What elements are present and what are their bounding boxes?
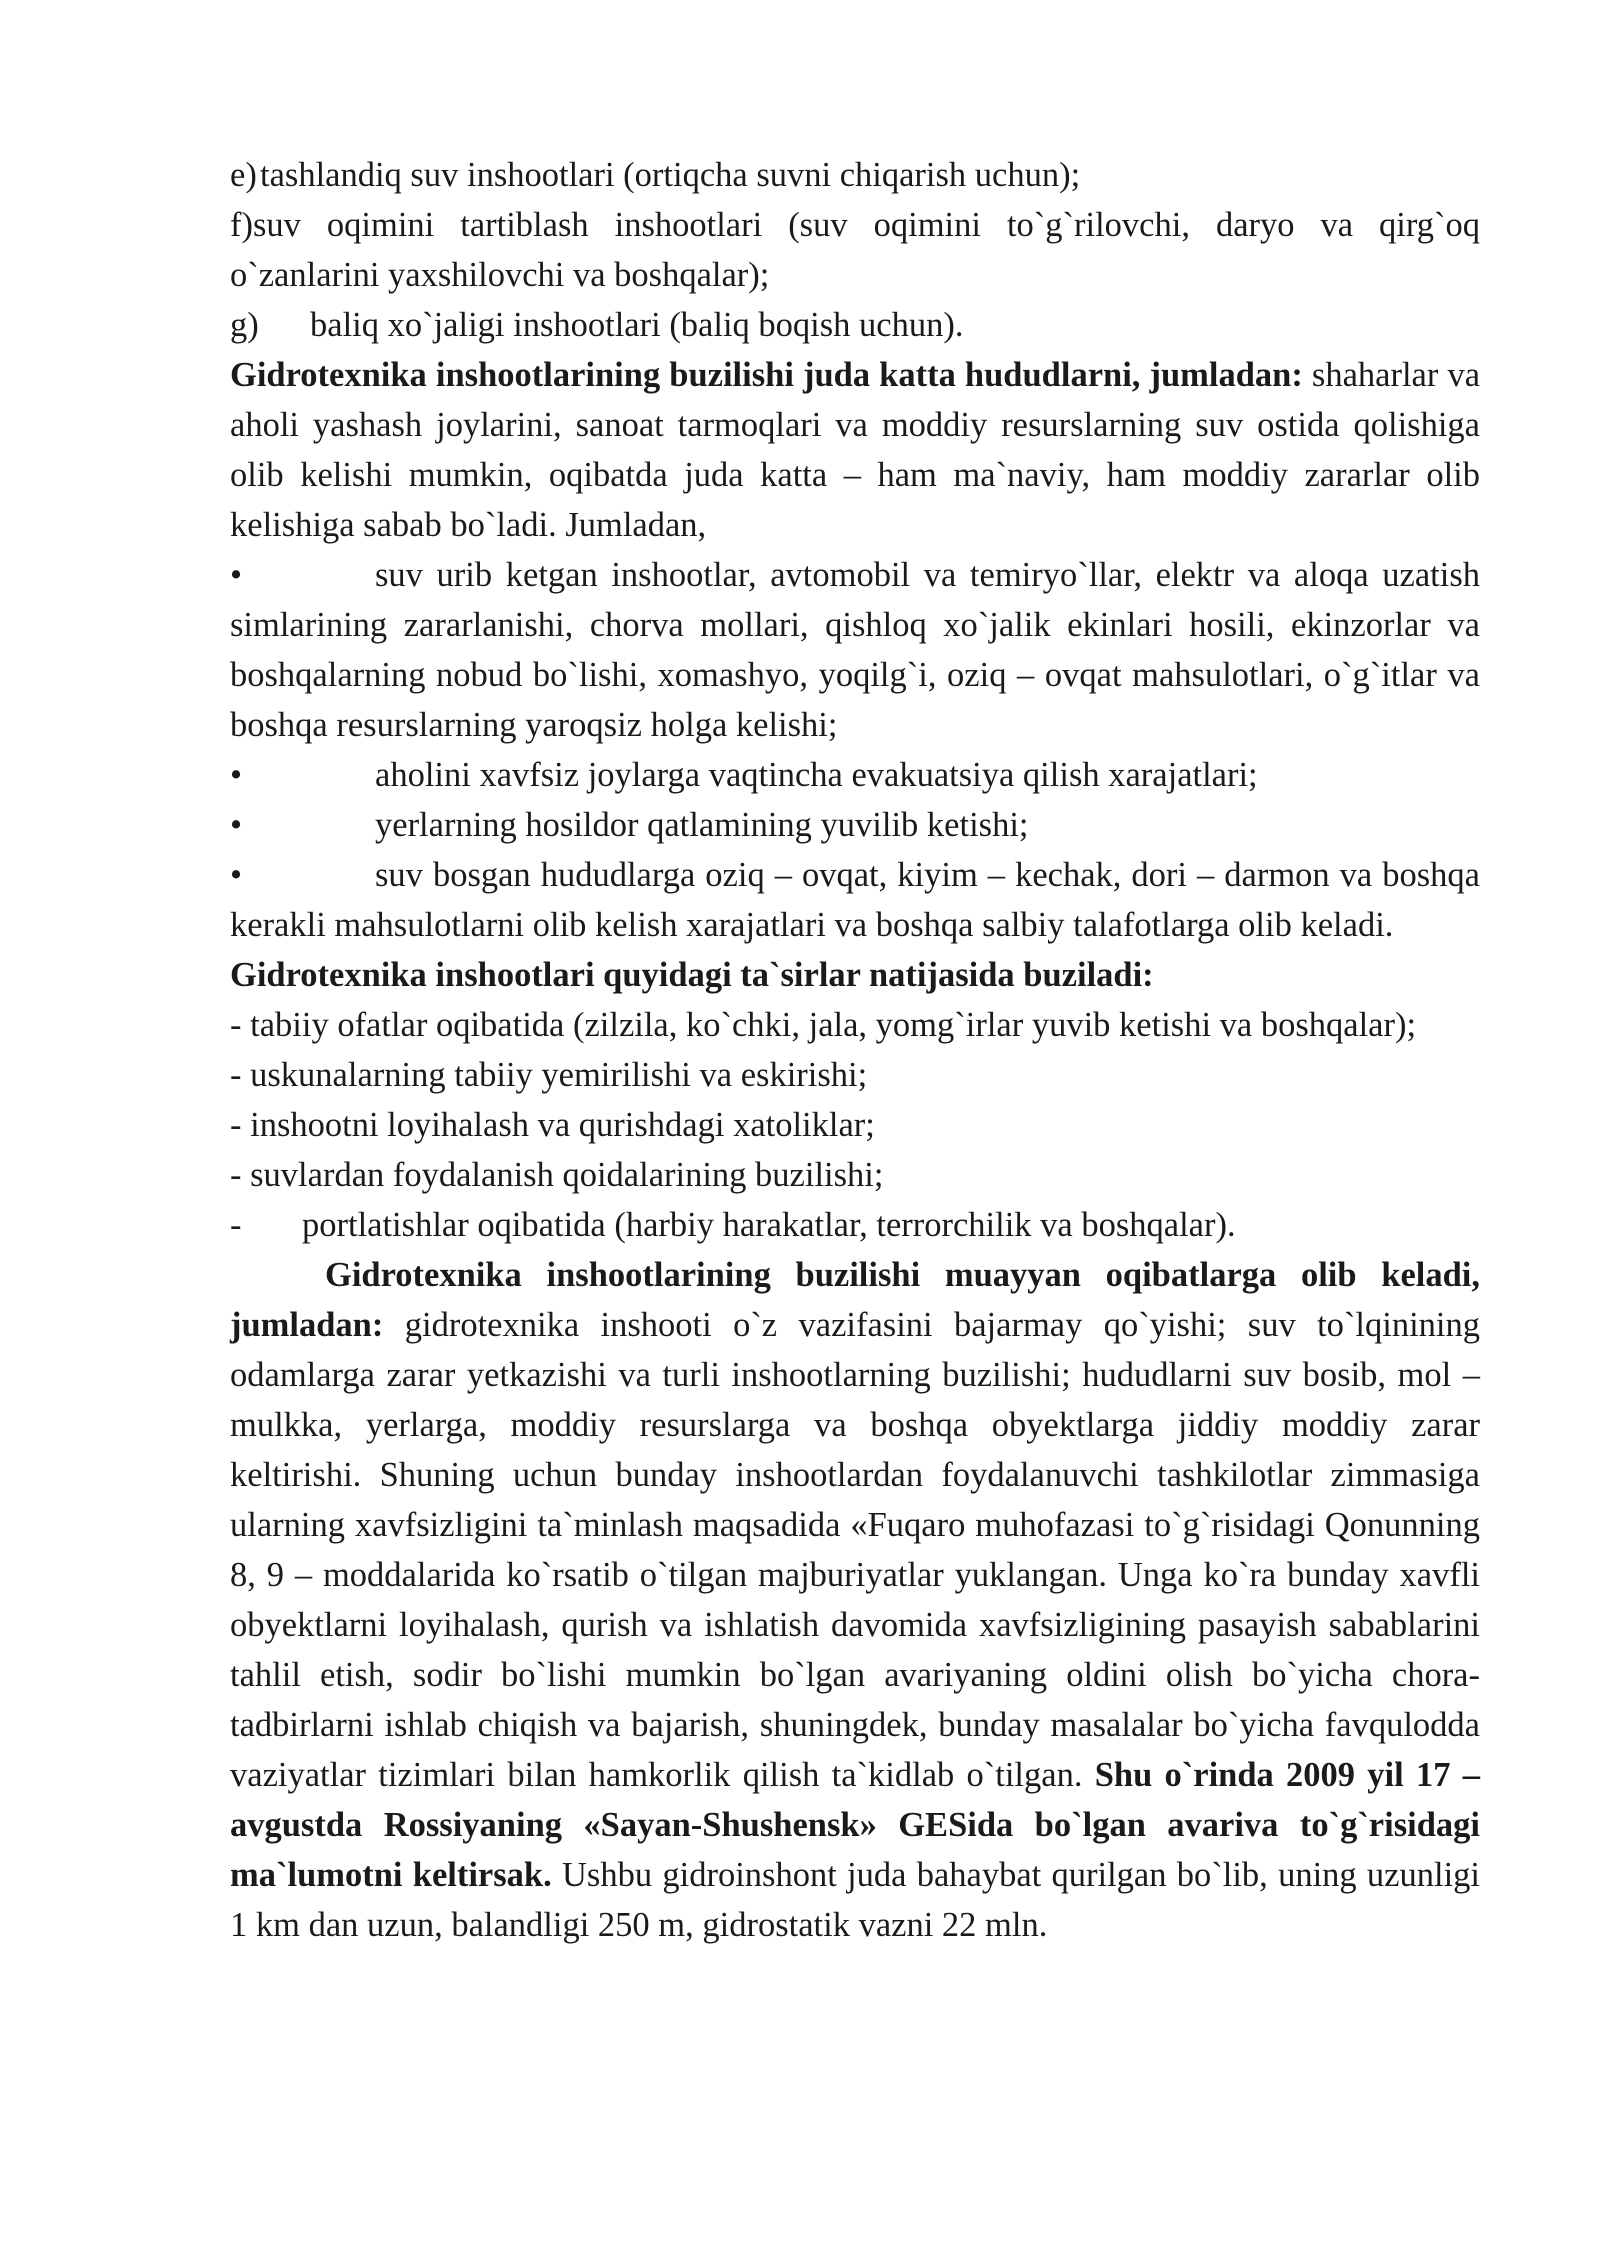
dash-text: uskunalarning tabiiy yemirilishi va eskirishi;	[250, 1056, 868, 1094]
bullet-text: aholini xavfsiz joylarga vaqtincha evakuatsiya qilish xarajatlari;	[375, 756, 1258, 794]
bullet-dot: •	[230, 806, 243, 844]
paragraph-consequences	[230, 350, 1480, 550]
list-item-e	[230, 150, 1480, 200]
dash-item	[230, 1050, 1480, 1100]
section-heading-causes: Gidrotexnika inshootlari quyidagi ta`sirlar natijasida buziladi:	[230, 956, 1154, 994]
list-text-f: suv oqimini tartiblash inshootlari (suv oqimini to`g`rilovchi, daryo va qirg`oq o`zanlarini yaxshilovchi va boshqalar);	[230, 206, 1480, 294]
dash-symbol: -	[230, 1206, 242, 1244]
list-text-g: baliq xo`jaligi inshootlari (baliq boqish uchun).	[310, 306, 964, 344]
paragraph-sayan-bold-accident: Shu o`rinda 2009 yil 17 – avgustda Rossiyaning «Sayan-Shushensk» GESida bo`lgan avariva to`g`risidagi ma`lumotni keltirsak.	[230, 1756, 1480, 1894]
bullet-item	[230, 800, 1480, 850]
paragraph-sayan-text: gidrotexnika inshooti o`z vazifasini bajarmay qo`yishi; suv to`lqinining odamlarga zarar yetkazishi va turli inshootlarning buzilishi; hududlarni suv bosib, mol – mulkka, yerlarga, moddiy resurslarga va boshqa obyektlarga jiddiy moddiy zarar keltirishi. Shuning uchun bunday inshootlardan foydalanuvchi tashkilotlar zimmasiga ularning xavfsizligini ta`minlash maqsadida «Fuqaro muhofazasi to`g`risidagi Qonunning 8, 9 – moddalarida ko`rsatib o`tilgan majburiyatlar yuklangan. Unga ko`ra bunday xavfli obyektlarni loyihalash, qurish va ishlatish davomida xavfsizligining pasayish sabablarini tahlil etish, sodir bo`lishi mumkin bo`lgan avariyaning oldini olish bo`yicha chora-tadbirlarni ishlab chiqish va bajarish, shuningdek, bunday masalalar bo`yicha favqulodda vaziyatlar tizimlari bilan hamkorlik qilish ta`kidlab o`tilgan.	[230, 1306, 1480, 1794]
bullet-text: suv bosgan hududlarga oziq – ovqat, kiyim – kechak, dori – darmon va boshqa kerakli mahsulotlarni olib kelish xarajatlari va boshqa salbiy talafotlarga olib keladi.	[230, 856, 1480, 944]
bullet-dot: •	[230, 856, 243, 894]
bullet-item	[230, 550, 1480, 750]
bullet-text: suv urib ketgan inshootlar, avtomobil va temiryo`llar, elektr va aloqa uzatish simlarining zararlanishi, chorva mollari, qishloq xo`jalik ekinlari hosili, ekinzorlar va boshqalarning nobud bo`lishi, xomashyo, yoqilg`i, oziq – ovqat mahsulotlari, o`g`itlar va boshqa resurslarning yaroqsiz holga kelishi;	[230, 556, 1480, 744]
dash-text: portlatishlar oqibatida (harbiy harakatlar, terrorchilik va boshqalar).	[302, 1206, 1236, 1244]
dash-symbol: -	[230, 1106, 242, 1144]
bullet-dot: •	[230, 756, 243, 794]
dash-text: inshootni loyihalash va qurishdagi xatoliklar;	[250, 1106, 875, 1144]
dash-symbol: -	[230, 1156, 242, 1194]
dash-item	[230, 1100, 1480, 1150]
list-item-g	[230, 300, 1480, 350]
dash-symbol: -	[230, 1056, 242, 1094]
dash-text: tabiiy ofatlar oqibatida (zilzila, ko`chki, jala, yomg`irlar yuvib ketishi va boshqalar);	[250, 1006, 1417, 1044]
bullet-item	[230, 850, 1480, 950]
list-label-g: g)	[230, 306, 259, 344]
paragraph-consequences-bold: Gidrotexnika inshootlarining buzilishi juda katta hududlarni, jumladan:	[230, 356, 1303, 394]
dash-item	[230, 1200, 1480, 1250]
paragraph-consequences-text: shaharlar va aholi yashash joylarini, sanoat tarmoqlari va moddiy resurslarning suv ostida qolishiga olib kelishi mumkin, oqibatda juda katta – ham ma`naviy, ham moddiy zararlar olib kelishiga sabab bo`ladi. Jumladan,	[230, 356, 1481, 544]
dash-symbol: -	[230, 1006, 242, 1044]
dash-item	[230, 1150, 1480, 1200]
list-label-e: e)	[230, 156, 257, 194]
paragraph-sayan-bold-lead: Gidrotexnika inshootlarining buzilishi muayyan oqibatlarga olib keladi, jumladan:	[230, 1256, 1480, 1344]
paragraph-sayan-text-end: Ushbu gidroinshont juda bahaybat qurilgan bo`lib, uning uzunligi 1 km dan uzun, balandligi 250 m, gidrostatik vazni 22 mln.	[230, 1856, 1480, 1944]
document-page	[230, 150, 1480, 1950]
list-label-f: f)	[230, 206, 253, 244]
bullet-text: yerlarning hosildor qatlamining yuvilib ketishi;	[375, 806, 1029, 844]
dash-text: suvlardan foydalanish qoidalarining buzilishi;	[250, 1156, 884, 1194]
list-item-f	[230, 200, 1480, 300]
paragraph-sayan	[230, 1250, 1480, 1950]
bullet-dot: •	[230, 556, 243, 594]
bullet-item	[230, 750, 1480, 800]
list-text-e: tashlandiq suv inshootlari (ortiqcha suvni chiqarish uchun);	[260, 156, 1081, 194]
dash-item	[230, 1000, 1480, 1050]
